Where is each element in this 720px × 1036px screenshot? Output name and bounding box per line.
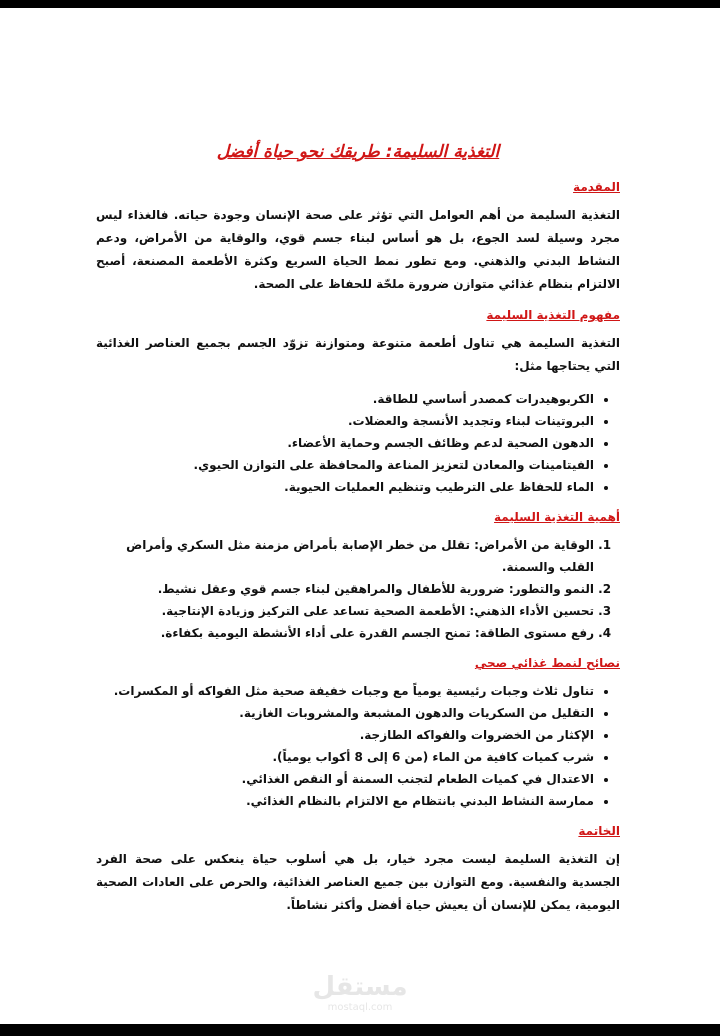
list-item: 4. رفع مستوى الطاقة: تمنح الجسم القدرة على أداء الأنشطة اليومية بكفاءة. [96,622,594,644]
list-item: 3. تحسين الأداء الذهني: الأطعمة الصحية تساعد على التركيز وزيادة الإنتاجية. [96,600,594,622]
list-item: • الدهون الصحية لدعم وظائف الجسم وحماية الأعضاء. [96,432,594,454]
list-item: 2. النمو والتطور: ضرورية للأطفال والمراهقين لبناء جسم قوي وعقل نشيط. [96,578,594,600]
tips-list [96,680,620,812]
concept-paragraph: التغذية السليمة هي تناول أطعمة متنوعة ومتوازنة تزوّد الجسم بجميع العناصر الغذائية التي يحتاجها مثل: [96,336,620,373]
watermark [310,972,410,1014]
watermark-logo: مستقل [312,972,408,1002]
list-item: • البروتينات لبناء وتجديد الأنسجة والعضلات. [96,410,594,432]
conclusion-paragraph: إن التغذية السليمة ليست مجرد خيار، بل هي أسلوب حياة ينعكس على صحة الفرد الجسدية والنفسية. ومع التوازن بين جميع العناصر الغذائية، والحرص على العادات الصحية اليومية، يمكن للإنسان أن يعيش حياة أفضل وأكثر نشاطاً. [96,852,620,912]
intro-section [96,178,620,296]
list-item: • التقليل من السكريات والدهون المشبعة والمشروبات الغازية. [96,702,594,724]
tips-section [96,654,620,812]
document-title: التغذية السليمة: طريقك نحو حياة أفضل [216,142,500,162]
list-item: • الكربوهيدرات كمصدر أساسي للطاقة. [96,388,594,410]
conclusion-section [96,822,620,917]
tips-heading: نصائح لنمط غذائي صحي [474,656,620,670]
nutrients-list [96,388,620,498]
watermark-site: mostaql.com [327,1002,393,1013]
bottom-black-bar [0,1024,720,1036]
list-item: • تناول ثلاث وجبات رئيسية يومياً مع وجبات خفيفة صحية مثل الفواكه أو المكسرات. [96,680,594,702]
list-item: • شرب كميات كافية من الماء (من 6 إلى 8 أكواب يومياً). [96,746,594,768]
importance-section [96,508,620,644]
list-item: • الإكثار من الخضروات والفواكه الطازجة. [96,724,594,746]
list-item: • الماء للحفاظ على الترطيب وتنظيم العمليات الحيوية. [96,476,594,498]
intro-paragraph: التغذية السليمة من أهم العوامل التي تؤثر على صحة الإنسان وجودة حياته. فالغذاء ليس مجرد وسيلة لسد الجوع، بل هو أساس لبناء جسم قوي، والوقاية من الأمراض، ودعم النشاط البدني والذهني. ومع تطور نمط الحياة السريع وكثرة الأطعمة المصنعة، أصبح الالتزام بنظام غذائي متوازن ضرورة ملحّة للحفاظ على الصحة. [96,208,620,291]
conclusion-heading: الخاتمة [578,824,620,838]
list-item: • الاعتدال في كميات الطعام لتجنب السمنة أو النقص الغذائي. [96,768,594,790]
list-item: • الفيتامينات والمعادن لتعزيز المناعة والمحافظة على التوازن الحيوي. [96,454,594,476]
importance-heading: أهمية التغذية السليمة [494,510,620,524]
document-page [96,130,620,927]
concept-section [96,306,620,498]
intro-heading: المقدمة [573,180,620,194]
concept-heading: مفهوم التغذية السليمة [486,308,620,322]
list-item: 1. الوقاية من الأمراض: تقلل من خطر الإصابة بأمراض مزمنة مثل السكري وأمراض القلب والسمنة. [96,534,594,578]
top-black-bar [0,0,720,8]
list-item: • ممارسة النشاط البدني بانتظام مع الالتزام بالنظام الغذائي. [96,790,594,812]
importance-list [96,534,620,644]
